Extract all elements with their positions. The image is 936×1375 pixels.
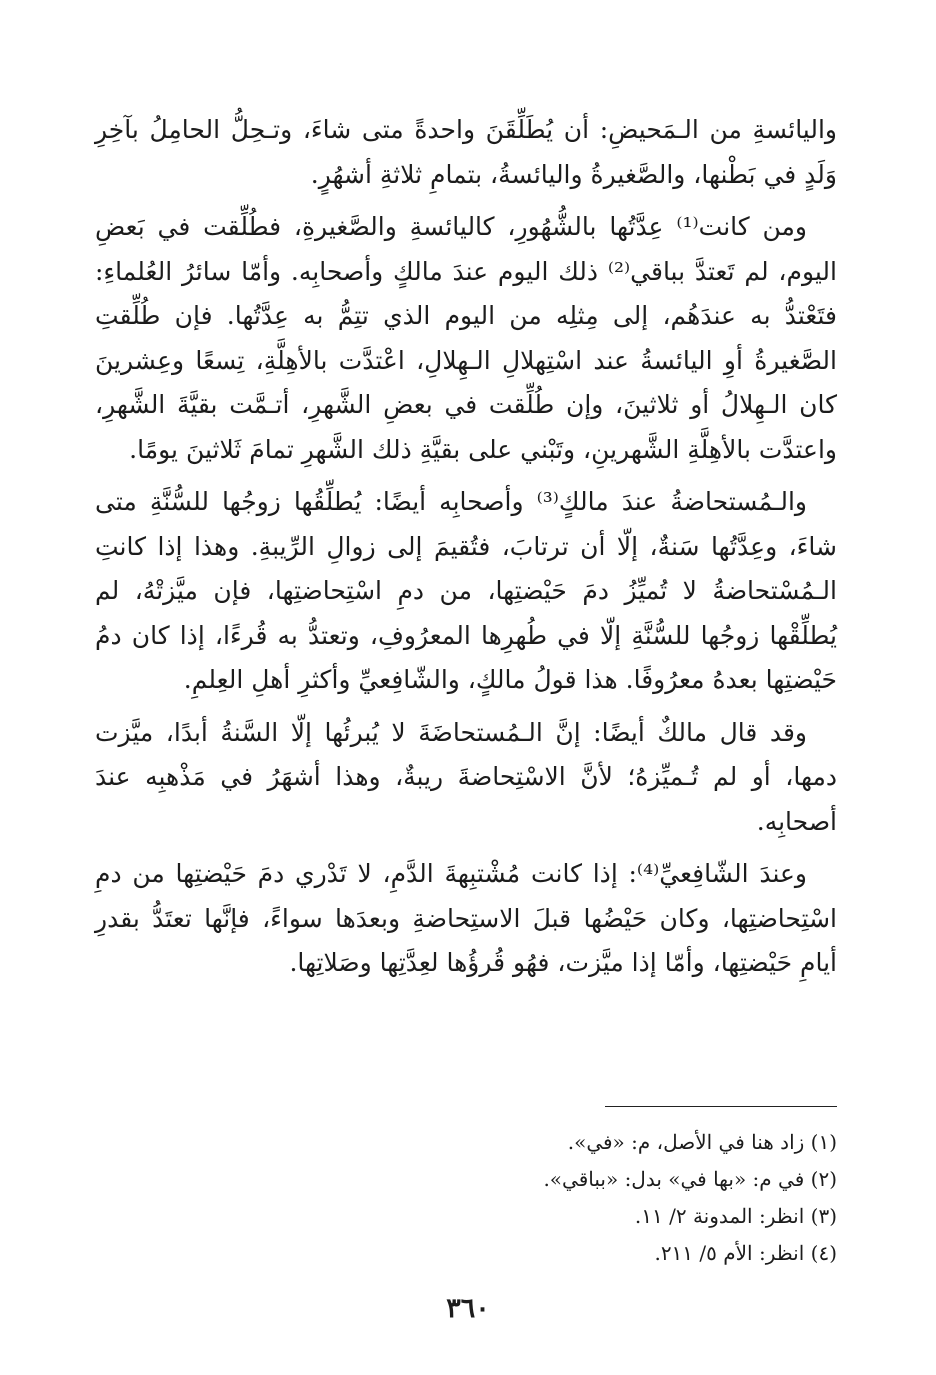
footnote-divider	[605, 1106, 837, 1107]
paragraph-2: ومن كانت⁽¹⁾ عِدَّتُها بالشُّهُورِ، كاليائسةِ والصَّغيرةِ، فطُلِّقت في بَعضِ اليوم، لم تَعتدَّ بباقي⁽²⁾ ذلك اليوم عندَ مالكٍ وأصحابِه. وأمّا سائرُ العُلماءِ: فتَعْتدُّ به عندَهُم، إلى مِثلِه من اليوم الذي تتِمُّ به عِدَّتُها. فإن طُلِّقتِ الصَّغيرةُ أوِ اليائسةُ عند اسْتِهلالِ الـهِلالِ، اعْتدَّت بالأهِلَّةِ، تِسعًا وعِشرينَ كان الـهِلالُ أو ثلاثينَ، وإن طُلِّقت في بعضِ الشَّهرِ، أتـمَّت بقيَّةَ الشَّهرِ، واعتدَّت بالأهِلَّةِ الشَّهرينِ، وتَبْني على بقيَّةِ ذلك الشَّهرِ تمامَ ثَلاثينَ يومًا.	[95, 212, 837, 464]
paragraph-5: وعندَ الشّافِعيِّ⁽⁴⁾: إذا كانت مُشْتبِهةَ الدَّمِ، لا تَدْري دمَ حَيْضتِها من دمِ اسْتِحاضتِها، وكان حَيْضُها قبلَ الاستِحاضةِ وبعدَها سواءً، فإنَّها تعتَدُّ بقدرِ أيامِ حَيْضتِها، وأمّا إذا ميَّزت، فهُو قُرؤُها لعِدَّتِها وصَلاتِها.	[95, 859, 837, 977]
paragraph-1: واليائسةِ من الـمَحيضِ: أن يُطَلِّقَنَ واحدةً متى شاءَ، وتـحِلُّ الحامِلُ بآخِرِ وَلَدٍ في بَطْنها، والصَّغيرةُ واليائسةُ، بتمامِ ثلاثةِ أشهُرٍ.	[95, 115, 837, 189]
footnote-4: (٤) انظر: الأم ٥/ ٢١١.	[654, 1241, 837, 1265]
footnote-3: (٣) انظر: المدونة ٢/ ١١.	[634, 1204, 837, 1228]
page-number: ٣٦٠	[446, 1293, 490, 1324]
footnotes	[237, 1124, 837, 1272]
main-text	[95, 108, 837, 994]
paragraph-4: وقد قال مالكٌ أيضًا: إنَّ الـمُستحاضَةَ لا يُبرئُها إلّا السَّنةُ أبدًا، ميَّزت دمها، أو لم تُـميِّزهُ؛ لأنَّ الاسْتِحاضةَ ريبةٌ، وهذا أشهَرُ في مَذْهبِه عندَ أصحابِه.	[95, 717, 837, 836]
footnote-1: (١) زاد هنا في الأصل، م: «في».	[567, 1130, 837, 1154]
footnote-2: (٢) في م: «بها في» بدل: «بباقي».	[543, 1167, 837, 1191]
paragraph-3: والـمُستحاضةُ عندَ مالكٍ⁽³⁾ وأصحابِه أيضًا: يُطلِّقُها زوجُها للسُّنَّةِ متى شاءَ، وعِدَّتُها سَنةٌ، إلّا أن ترتابَ، فتُقيمَ إلى زوالِ الرِّيبةِ. وهذا إذا كانتِ الـمُسْتحاضةُ لا تُميِّزُ دمَ حَيْضتِها، من دمِ اسْتِحاضتِها، فإن ميَّزتْهُ، لم يُطلِّقْها زوجُها للسُّنَّةِ إلّا في طُهرِها المعرُوفِ، وتعتدُّ به قُرءًا، إذا كان دمُ حَيْضتِها بعدهُ معرُوفًا. هذا قولُ مالكٍ، والشّافِعيِّ وأكثرِ أهلِ العِلمِ.	[95, 487, 837, 694]
